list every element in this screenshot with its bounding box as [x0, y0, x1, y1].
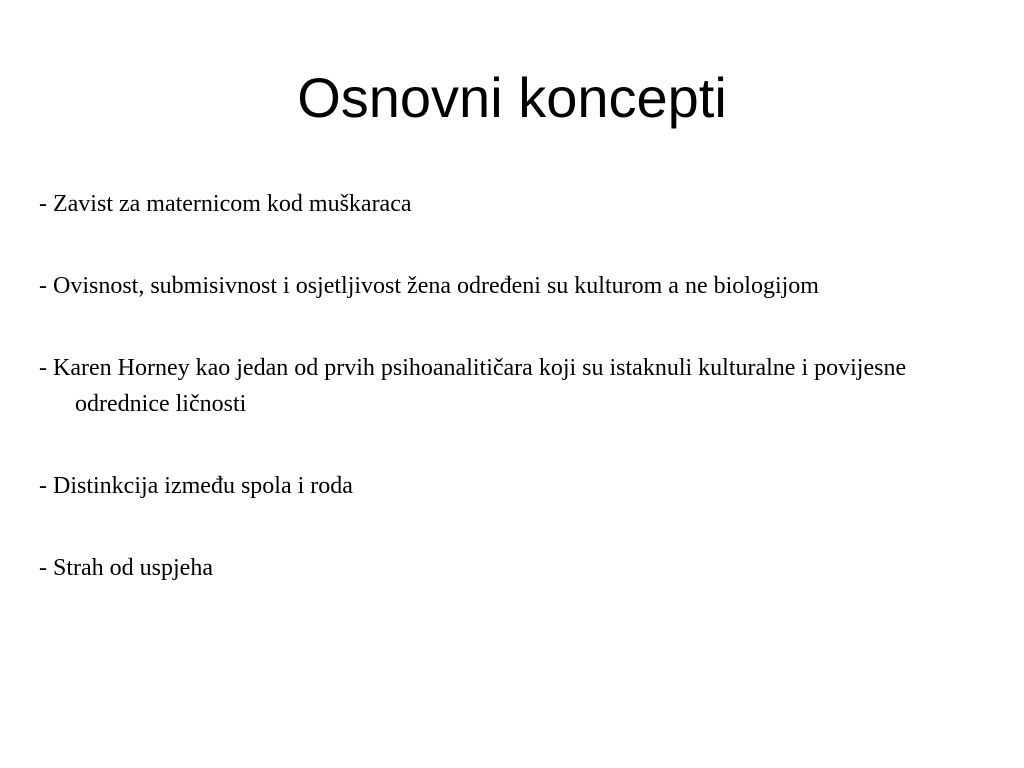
bullet-item: - Distinkcija između spola i roda: [39, 473, 353, 499]
bullet-item: - Strah od uspjeha: [39, 555, 213, 581]
bullet-list: [39, 186, 979, 632]
bullet-item: - Ovisnost, submisivnost i osjetljivost žena određeni su kulturom a ne biologijom: [39, 273, 819, 299]
slide-title: Osnovni koncepti: [297, 66, 727, 129]
bullet-item: - Karen Horney kao jedan od prvih psihoanalitičara koji su istaknuli kulturalne i povijesne odrednice ličnosti: [39, 355, 907, 417]
bullet-item: - Zavist za maternicom kod muškaraca: [39, 191, 412, 217]
